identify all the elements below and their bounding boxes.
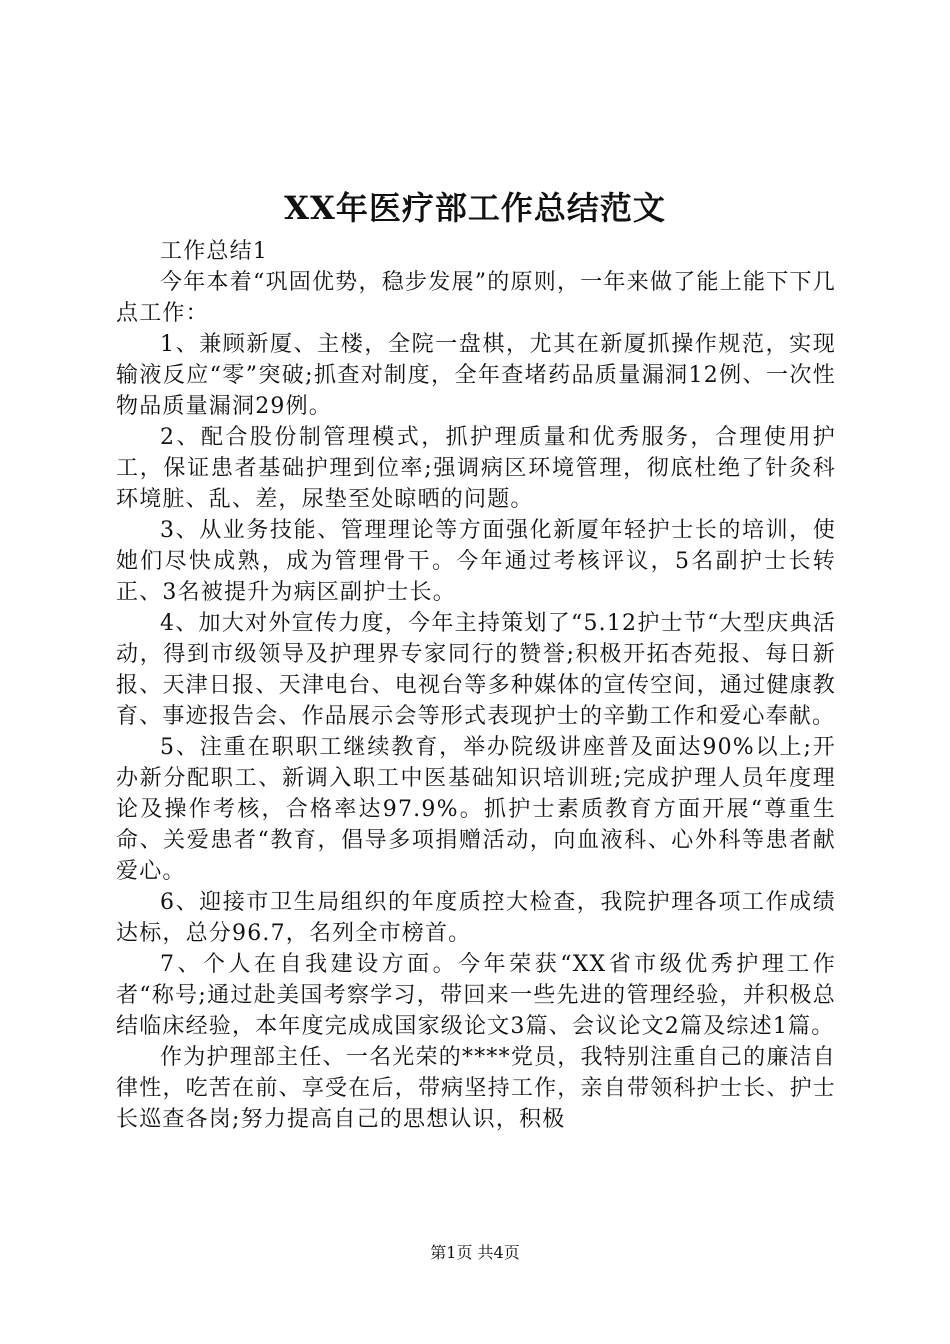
document-title: XX年医疗部工作总结范文 [284, 189, 666, 227]
paragraph-item-7: 7、个人在自我建设方面。今年荣获“XX省市级优秀护理工作者“称号;通过赴美国考察学习，带回来一些先进的管理经验，并积极总结临床经验，本年度完成成国家级论文3篇、会议论文2篇及综述1篇。 [116, 952, 836, 1039]
document-body [116, 236, 836, 1135]
paragraph-item-1: 1、兼顾新厦、主楼，全院一盘棋，尤其在新厦抓操作规范，实现输液反应“零”突破;抓查对制度，全年查堵药品质量漏洞12例、一次性物品质量漏洞29例。 [116, 332, 836, 419]
paragraph-heading: 工作总结1 [160, 239, 268, 264]
paragraph-item-2: 2、配合股份制管理模式，抓护理质量和优秀服务，合理使用护工，保证患者基础护理到位率;强调病区环境管理，彻底杜绝了针灸科环境脏、乱、差，尿垫至处晾晒的问题。 [116, 425, 836, 512]
paragraph-closing: 作为护理部主任、一名光荣的****党员，我特别注重自己的廉洁自律性，吃苦在前、享受在后，带病坚持工作，亲自带领科护士长、护士长巡查各岗;努力提高自己的思想认识，积极 [116, 1045, 836, 1132]
paragraph-item-4: 4、加大对外宣传力度，今年主持策划了“5.12护士节“大型庆典活动，得到市级领导及护理界专家同行的赞誉;积极开拓杏苑报、每日新报、天津日报、天津电台、电视台等多种媒体的宣传空间，通过健康教育、事迹报告会、作品展示会等形式表现护士的辛勤工作和爱心奉献。 [116, 611, 836, 729]
paragraph-item-5: 5、注重在职职工继续教育，举办院级讲座普及面达90%以上;开办新分配职工、新调入职工中医基础知识培训班;完成护理人员年度理论及操作考核，合格率达97.9%。抓护士素质教育方面开展“尊重生命、关爱患者“教育，倡导多项捐赠活动，向血液科、心外科等患者献爱心。 [116, 735, 836, 884]
paragraph-intro: 今年本着“巩固优势，稳步发展”的原则，一年来做了能上能下下几点工作： [116, 270, 836, 326]
paragraph-item-6: 6、迎接市卫生局组织的年度质控大检查，我院护理各项工作成绩达标，总分96.7，名列全市榜首。 [116, 890, 836, 946]
page-indicator: 第1页 共4页 [430, 1243, 520, 1262]
paragraph-item-3: 3、从业务技能、管理理论等方面强化新厦年轻护士长的培训，使她们尽快成熟，成为管理骨干。今年通过考核评议，5名副护士长转正、3名被提升为病区副护士长。 [116, 518, 836, 605]
